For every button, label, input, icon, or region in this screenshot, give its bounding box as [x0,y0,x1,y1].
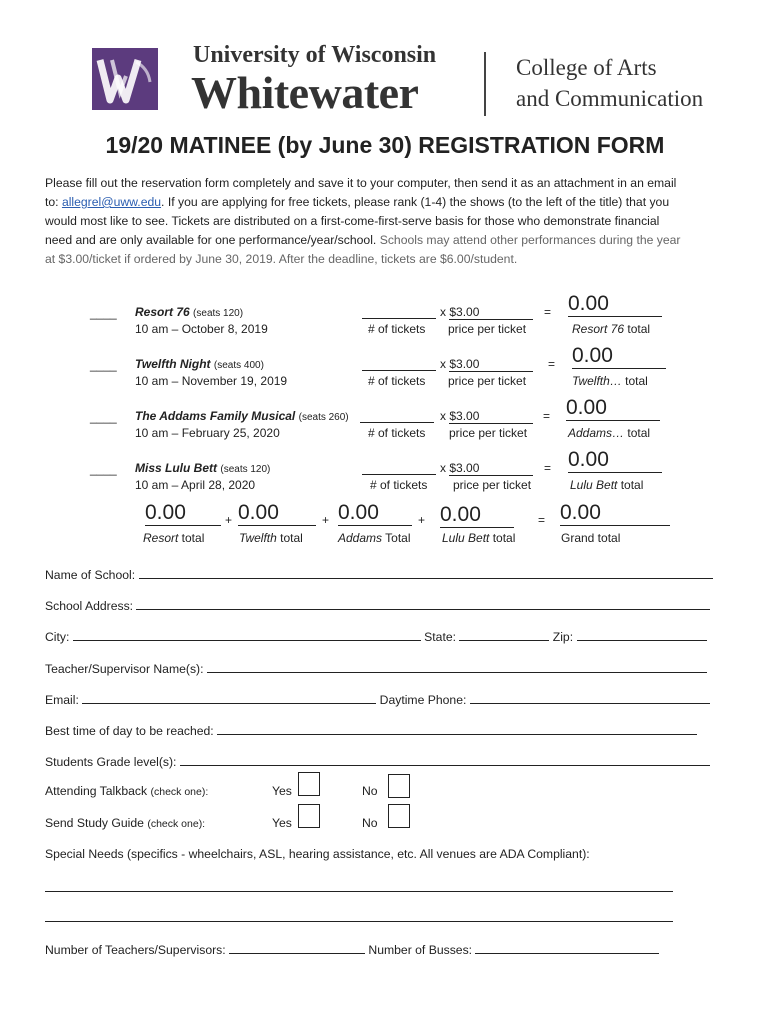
state-input[interactable] [459,628,549,641]
tickets-input[interactable] [362,304,436,319]
price-value: $3.00 [449,357,533,372]
email-phone-field [45,691,710,707]
total-caption-rest: total [621,374,648,388]
header-divider [484,52,486,116]
caption-rest: total [178,531,205,545]
total-caption [572,322,650,336]
total-caption [572,374,648,388]
talkback-label [45,784,208,798]
caption-italic: Lulu Bett [442,531,490,545]
price-field: x $3.00 [440,357,533,372]
yes-label: Yes [272,816,292,830]
field-label: Students Grade level(s): [45,755,177,769]
price-field: x $3.00 [440,461,533,476]
field-label: School Address: [45,599,134,613]
show-date: 10 am – November 19, 2019 [135,374,288,388]
caption-rest: total [489,531,516,545]
price-caption: price per ticket [453,478,532,492]
teachers-busses-field [45,941,659,957]
lulu-sum: 0.00 [440,503,514,528]
college-name-line1: College of Arts [516,55,657,80]
show-title-text: Twelfth Night [135,357,211,371]
num-busses-input[interactable] [475,941,659,954]
form-title: 19/20 MATINEE (by June 30) REGISTRATION FORM [105,132,665,158]
tickets-caption: # of tickets [368,426,426,440]
show-title-text: Miss Lulu Bett [135,461,218,475]
price-caption: price per ticket [448,322,527,336]
total-caption-italic: Resort 76 [572,322,625,336]
no-label: No [362,816,378,830]
field-label: State: [424,630,456,644]
field-label: City: [45,630,70,644]
intro-paragraph [45,174,685,269]
rank-blank[interactable]: ____ [90,462,117,476]
equals-sign: = [538,513,546,527]
tickets-input[interactable] [360,408,434,423]
university-name: University of Wisconsin [193,42,437,68]
field-label: Daytime Phone: [379,693,467,707]
plus-sign: + [322,513,330,527]
show-title [135,409,349,423]
field-label: Best time of day to be reached: [45,724,214,738]
field-label: Number of Teachers/Supervisors: [45,943,226,957]
rank-blank[interactable]: ____ [90,410,117,424]
show-date: 10 am – February 25, 2020 [135,426,280,440]
best-time-input[interactable] [217,722,697,735]
price-caption: price per ticket [449,426,528,440]
show-title [135,357,264,371]
field-note: (check one): [150,786,209,798]
grand-total: 0.00 [560,501,670,526]
email-input[interactable] [82,691,376,704]
special-needs-label [45,847,590,861]
school-address-input[interactable] [136,597,710,610]
college-name-line2: and Communication [516,86,704,111]
field-label: Send Study Guide [45,816,144,830]
resort-sum-caption [143,531,204,545]
city-state-zip-field [45,628,707,644]
school-name-input[interactable] [139,566,713,579]
resort-sum: 0.00 [145,501,221,526]
addams-sum-caption [338,531,411,545]
show-date: 10 am – April 28, 2020 [135,478,256,492]
addams-sum: 0.00 [338,501,412,526]
intro-note: Schools may attend other performances during the year at $3.00/ticket if ordered by June 30, 2019. After the deadline, tickets are $6.00/student. [45,233,681,266]
talkback-no-checkbox[interactable] [388,774,410,798]
total-caption-rest: total [624,322,651,336]
no-label: No [362,784,378,798]
tickets-input[interactable] [362,460,436,475]
uw-logo-icon [92,48,158,110]
caption-italic: Twelfth [239,531,277,545]
tickets-input[interactable] [362,356,436,371]
total-caption [570,478,643,492]
intro-text: Please fill out the reservation form completely and save it to your computer, then send it as an attachment in an email to: [45,176,677,209]
price-value: $3.00 [449,461,533,476]
show-title [135,461,270,475]
yes-label: Yes [272,784,292,798]
show-seats: (seats 120) [193,308,244,319]
field-note: (specifics - wheelchairs, ASL, hearing assistance, etc. All venues are ADA Compliant): [126,847,590,861]
plus-sign: + [418,513,426,527]
caption-italic: Resort [143,531,179,545]
study-guide-yes-checkbox[interactable] [298,804,320,828]
total-caption-rest: total [624,426,651,440]
field-label: Zip: [552,630,574,644]
field-label: Email: [45,693,79,707]
caption-rest: Total [382,531,411,545]
grade-field [45,753,710,769]
show-title-text: The Addams Family Musical [135,409,296,423]
study-guide-label [45,816,205,830]
equals-sign: = [548,357,556,371]
equals-sign: = [544,305,552,319]
grade-input[interactable] [180,753,710,766]
teacher-field [45,660,707,676]
equals-sign: = [544,461,552,475]
tickets-caption: # of tickets [370,478,428,492]
price-value: $3.00 [449,305,533,320]
plus-sign: + [225,513,233,527]
tickets-caption: # of tickets [368,322,426,336]
tickets-caption: # of tickets [368,374,426,388]
teacher-input[interactable] [207,660,707,673]
num-teachers-input[interactable] [229,941,365,954]
email-link[interactable]: allegrel@uww.edu [61,195,162,209]
special-needs-input-line-1[interactable] [45,890,673,892]
price-field: x $3.00 [440,409,533,424]
price-field: x $3.00 [440,305,533,320]
field-label: Name of School: [45,568,136,582]
rank-blank[interactable]: ____ [90,306,117,320]
twelfth-sum: 0.00 [238,501,316,526]
show-title [135,305,243,319]
total-caption-italic: Lulu Bett [570,478,618,492]
lulu-sum-caption [442,531,515,545]
university-campus: Whitewater [191,67,419,118]
field-label: Attending Talkback [45,784,148,798]
caption-italic: Addams [338,531,383,545]
price-caption: price per ticket [448,374,527,388]
zip-input[interactable] [577,628,707,641]
show-seats: (seats 120) [220,464,271,475]
show-total: 0.00 [568,448,662,473]
best-time-field [45,722,697,738]
field-label: Special Needs [45,847,124,861]
show-total: 0.00 [572,344,666,369]
twelfth-sum-caption [239,531,303,545]
total-caption-rest: total [617,478,644,492]
intro-text-2: . If you are applying for free tickets, please rank (1-4) the shows (to the left of the title) that you would most like to see. Tickets are distributed on a first-come-first-serve basis for those who demonstrate financial need and are only available for one performance/year/school. [45,195,670,247]
school-address-field [45,597,710,613]
total-caption-italic: Twelfth… [572,374,622,388]
show-seats: (seats 400) [213,360,264,371]
total-caption-italic: Addams… [568,426,625,440]
field-label: Number of Busses: [368,943,473,957]
show-total: 0.00 [568,292,662,317]
rank-blank[interactable]: ____ [90,358,117,372]
price-value: $3.00 [449,409,533,424]
city-input[interactable] [73,628,421,641]
talkback-yes-checkbox[interactable] [298,772,320,796]
show-seats: (seats 260) [298,412,349,423]
grand-total-caption: Grand total [561,531,621,545]
equals-sign: = [543,409,551,423]
school-name-field [45,566,713,582]
caption-rest: total [276,531,303,545]
show-title-text: Resort 76 [135,305,190,319]
field-note: (check one): [147,818,206,830]
special-needs-input-line-2[interactable] [45,920,673,922]
field-label: Teacher/Supervisor Name(s): [45,662,204,676]
show-total: 0.00 [566,396,660,421]
phone-input[interactable] [470,691,710,704]
show-date: 10 am – October 8, 2019 [135,322,268,336]
total-caption [568,426,650,440]
study-guide-no-checkbox[interactable] [388,804,410,828]
